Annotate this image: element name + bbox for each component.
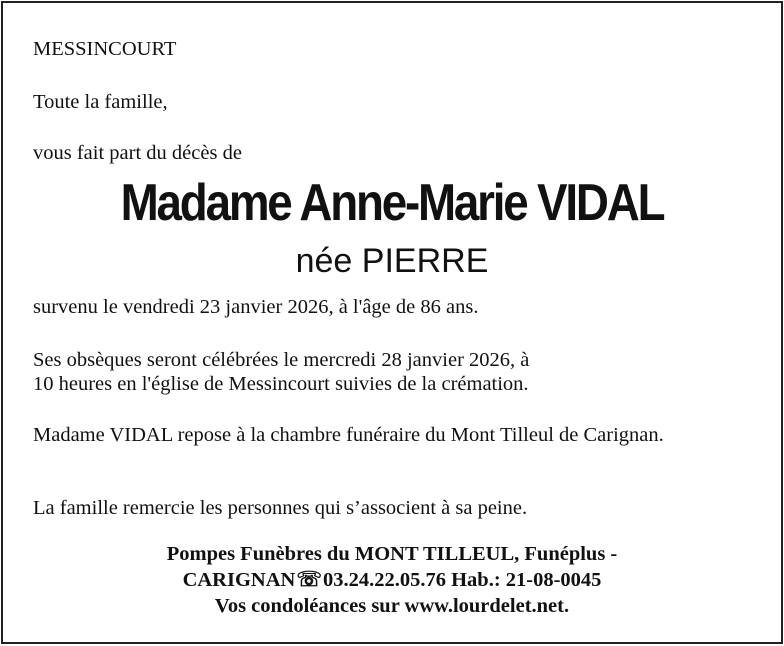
footer-line-2	[3, 567, 781, 593]
deceased-name: Madame Anne-Marie VIDAL	[120, 174, 664, 232]
footer-line-1: Pompes Funèbres du MONT TILLEUL, Funéplus -	[166, 543, 618, 565]
announce-text: vous fait part du décès de	[33, 142, 242, 164]
thanks-text: La famille remercie les personnes qui s’associent à sa peine.	[33, 497, 528, 519]
footer-city: CARIGNAN	[182, 569, 296, 591]
funeral-paragraph	[33, 348, 751, 396]
death-line: survenu le vendredi 23 janvier 2026, à l'âge de 86 ans.	[33, 296, 479, 318]
footer-phone-numbers: 03.24.22.05.76 Hab.: 21-08-0045	[322, 569, 602, 591]
funeral-line-1: Ses obsèques seront célébrées le mercredi 28 janvier 2026, à	[33, 349, 530, 371]
location: MESSINCOURT	[33, 38, 177, 60]
rest-paragraph: Madame VIDAL repose à la chambre funéraire du Mont Tilleul de Carignan.	[33, 424, 664, 446]
funeral-line-2: 10 heures en l'église de Messincourt suivies de la crémation.	[33, 373, 529, 395]
maiden-name: née PIERRE	[295, 242, 489, 280]
phone-icon: ☏	[296, 569, 322, 591]
footer-line-3: Vos condoléances sur www.lourdelet.net.	[214, 595, 570, 617]
funeral-home-footer	[3, 541, 781, 619]
death-notice	[1, 1, 783, 644]
intro-text: Toute la famille,	[33, 91, 168, 113]
